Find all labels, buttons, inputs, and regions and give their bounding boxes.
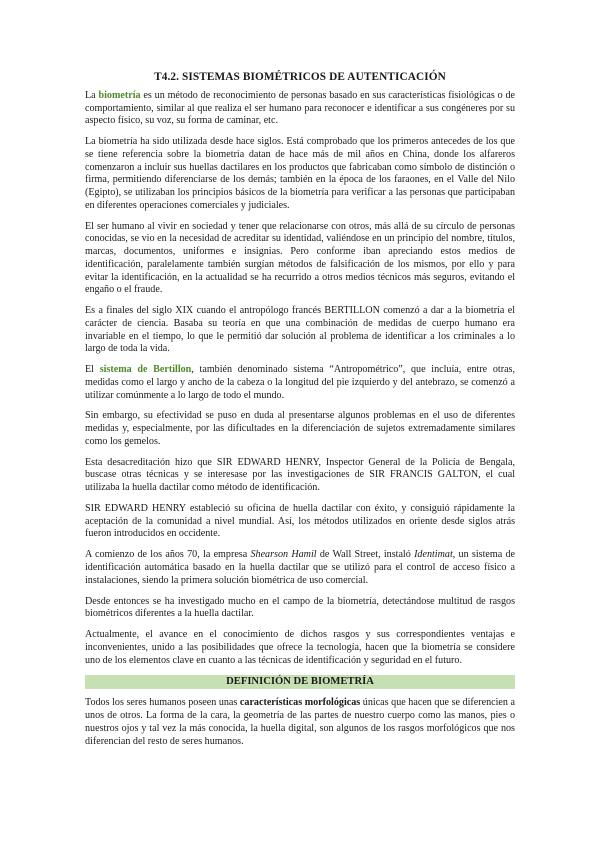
- paragraph-morphology: [85, 697, 515, 748]
- paragraph-identimat: [85, 549, 515, 587]
- paragraph-effectiveness: Sin embargo, su efectividad se puso en duda al presentarse algunos problemas en el uso de diferentes medidas y, especialmente, por las dificultades en la diferenciación de sujetos extremadamente similares como los gemelos.: [85, 410, 515, 447]
- paragraph-definition: [85, 90, 515, 128]
- highlight-term-bertillon: sistema de Bertillon: [99, 364, 192, 376]
- paragraph-text: es un método de reconocimiento de personas basado en sus características fisiológicas o de comportamiento, similar al que realiza el ser humano para reconocer e identificar a sus congéneres por su aspecto físico, su voz, su forma de caminar, etc.: [85, 90, 516, 127]
- paragraph-text: de Wall Street, instaló: [316, 549, 415, 561]
- paragraph-henry-office: SIR EDWARD HENRY estableció su oficina de huella dactilar con éxito, y consiguió rápidamente la aceptación de la comunidad a nivel mundial. Así, los métodos utilizados en oriente desde siglos atrás fueron introducidos en occidente.: [85, 503, 515, 540]
- paragraph-text: , un sistema de identificación automática basado en la huella dactilar que se utilizó para el control de acceso físico a instalaciones, siendo la primera solución biométrica de uso comercial.: [85, 549, 515, 586]
- bold-term: características morfológicas: [239, 697, 361, 709]
- paragraph-bertillon-system: [85, 364, 515, 402]
- paragraph-text: únicas que hacen que se diferencien a unos de otros. La forma de la cara, la geometría de las partes de nuestro cuerpo como las manos, pies o nuestros ojos y tal vez la más conocida, la huella digital, son algunos de los rasgos morfológicos que nos diferencian del resto de seres humanos.: [85, 697, 515, 747]
- paragraph-text: A comienzo de los años 70, la empresa: [85, 549, 251, 561]
- paragraph-henry: Esta desacreditación hizo que SIR EDWARD HENRY, Inspector General de la Policía de Bengala, buscase otras técnicas y se interesase por las investigaciones de SIR FRANCIS GALTON, el cual utilizaba la huella dactilar como método de identificación.: [85, 456, 515, 494]
- highlight-term-biometria: biometría: [98, 90, 141, 101]
- paragraph-text: La: [85, 90, 99, 101]
- company-name: Shearson Hamil: [250, 549, 317, 561]
- paragraph-history: La biometría ha sido utilizada desde hace siglos. Está comprobado que los primeros antecedes de los que se tiene referencia sobre la biometría datan de hace más de mil años en China, donde los alfareros comenzaron a incluir sus huellas dactilares en los productos que fabricaban como símbolo de distinción o firma, permitiendo diferenciarse de los demás; también en la época de los faraones, en el Valle del Nilo (Egipto), se utilizaban los principios básicos de la biometría para verificar a las personas que participaban en diferentes operaciones comerciales y judiciales.: [85, 136, 515, 211]
- section-heading: DEFINICIÓN DE BIOMETRÍA: [85, 675, 515, 689]
- paragraph-text: , también denominado sistema “Antropométrico”, que incluía, entre otras, medidas como el largo y ancho de la cabeza o la longitud del pie izquierdo y del antebrazo, se comenzó a utilizar comúnmente a lo largo de todo el mundo.: [85, 364, 516, 401]
- paragraph-text: El: [85, 364, 100, 376]
- paragraph-current: Actualmente, el avance en el conocimiento de dichos rasgos y sus correspondientes ventajas e inconvenientes, unido a las posibilidades que ofrece la tecnología, hacen que la biometría se considere uno de los elementos clave en cuanto a las técnicas de identificación y seguridad en el futuro.: [85, 629, 515, 666]
- paragraph-society: El ser humano al vivir en sociedad y tener que relacionarse con otros, más allá de su círculo de personas conocidas, se vio en la necesidad de acreditar su identidad, valiéndose en un principio del nombre, títulos, marcas, documentos, uniformes e insignias. Pero conforme iban apreciando estos medios de identificación, paralelamente también surgían métodos de falsificación de los mismos, por ello y para evitar la identificación, en la actualidad se ha recurrido a otros medios técnicos más seguros, evitando el engaño o el fraude.: [85, 220, 515, 296]
- paragraph-research: Desde entonces se ha investigado mucho en el campo de la biometría, detectándose multitud de rasgos biométricos diferentes a la huella dactilar.: [85, 595, 515, 620]
- paragraph-bertillon: Es a finales del siglo XIX cuando el antropólogo francés BERTILLON comenzó a dar a la biometría el carácter de ciencia. Basaba su teoría en que una combinación de medidas de cuerpo humano era invariable en el tiempo, lo que le permitió dar solución al problema de identificar a los criminales a lo largo de toda la vida.: [85, 305, 515, 355]
- paragraph-text: Todos los seres humanos poseen unas: [85, 697, 240, 709]
- product-name: Identimat: [414, 549, 453, 561]
- page-title: T4.2. SISTEMAS BIOMÉTRICOS DE AUTENTICACIÓN: [154, 71, 446, 83]
